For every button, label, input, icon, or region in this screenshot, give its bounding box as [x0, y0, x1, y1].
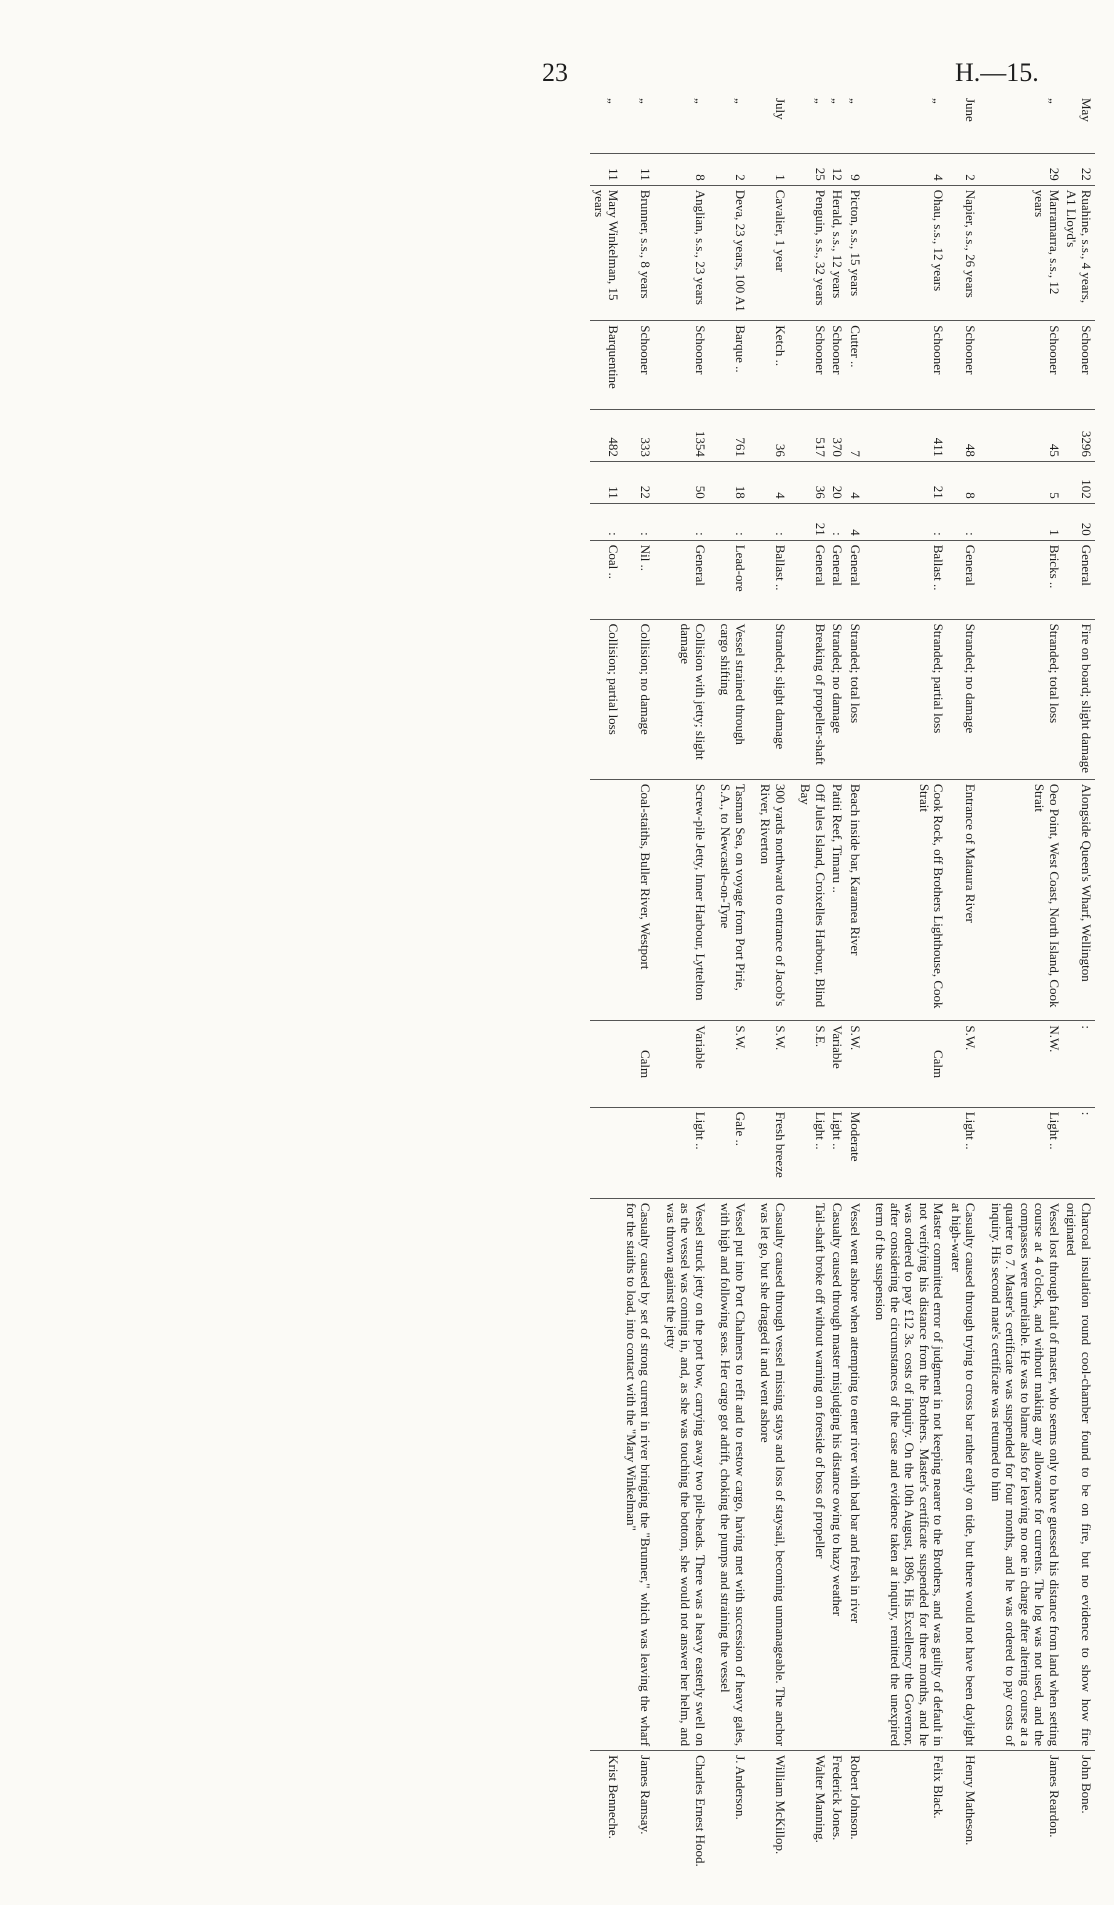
tonnage-cell: 7 — [847, 410, 873, 462]
table-row — [717, 94, 757, 1874]
lives-cell: 21 — [797, 503, 829, 540]
place-cell: Entrance of Mataura River — [948, 779, 988, 1021]
remarks-cell: Vessel lost through fault of master, who seems only to have guessed his distance from land when setting course at 4 o'clock, and without making any allowance for currents. The log was not used, and the compasses were unreliable. He was to blame also for leaving no one in charge after altering course at a quarter to 7. Master's certificate was suspended for four months, and he was ordered to pay costs of inquiry. His second mate's certificate was returned to him — [988, 1198, 1064, 1750]
tonnage-cell: 482 — [591, 410, 623, 462]
casualty-table — [591, 94, 1096, 1874]
tonnage-cell: 761 — [717, 410, 757, 462]
rig-cell: Ketch .. — [757, 321, 797, 410]
lives-cell: : — [948, 503, 988, 540]
rig-cell: Schooner — [829, 321, 847, 410]
wind-cell: S.W. — [757, 1021, 797, 1107]
wind-cell: Variable — [829, 1021, 847, 1107]
table-row — [872, 94, 948, 1874]
cargo-cell: General — [847, 540, 873, 619]
wind-cell — [591, 1021, 623, 1107]
cargo-cell: General — [797, 540, 829, 619]
day-cell: 11 — [591, 153, 623, 185]
place-cell: Off Jules Island, Croixelles Harbour, Blind Bay — [797, 779, 829, 1021]
wind-cell: S.E. — [797, 1021, 829, 1107]
master-name-cell: John Bone. — [1063, 1751, 1095, 1874]
cargo-cell: Bricks .. — [988, 540, 1064, 619]
master-name-cell: James Reardon. — [988, 1751, 1064, 1874]
cargo-cell: Lead-ore — [717, 540, 757, 619]
remarks-cell: Vessel struck jetty on the port bow, carrying away two pile-heads. There was a heavy easterly swell on as the vessel was coming in, and, as she was touching the bottom, she would not answer her helm, and was thrown against the jetty — [663, 1198, 718, 1750]
place-cell: Coal-staiths, Buller River, Westport — [623, 779, 663, 1021]
day-cell: 4 — [872, 153, 948, 185]
nature-cell: Stranded; no damage — [948, 619, 988, 779]
place-cell — [591, 779, 623, 1021]
crew-cell: 36 — [797, 461, 829, 503]
wind-cell: N.W. — [988, 1021, 1064, 1107]
force-cell — [591, 1107, 623, 1198]
table-row — [757, 94, 797, 1874]
cargo-cell: General — [829, 540, 847, 619]
master-name-cell: Felix Black. — [872, 1751, 948, 1874]
force-cell — [872, 1107, 948, 1198]
table-row — [663, 94, 718, 1874]
day-cell: 8 — [663, 153, 718, 185]
nature-cell: Stranded; total loss — [847, 619, 873, 779]
place-cell: Cook Rock, off Brothers Lighthouse, Cook Strait — [872, 779, 948, 1021]
nature-cell: Collision; partial loss — [591, 619, 623, 779]
month-cell: June — [963, 98, 979, 122]
month-cell: „ — [813, 98, 828, 104]
vessel-cell: Penguin, s.s., 32 years — [797, 185, 829, 321]
nature-cell: Vessel strained through cargo shifting — [717, 619, 757, 779]
master-name-cell: J. Anderson. — [717, 1751, 757, 1874]
day-cell: 9 — [847, 153, 873, 185]
nature-cell: Stranded; total loss — [988, 619, 1064, 779]
day-cell: 12 — [829, 153, 847, 185]
month-cell: „ — [606, 98, 622, 104]
remarks-cell: Vessel went ashore when attempting to enter river with bad bar and fresh in river — [847, 1198, 873, 1750]
tonnage-cell: 517 — [797, 410, 829, 462]
lives-cell: : — [717, 503, 757, 540]
remarks-cell: Casualty caused through trying to cross bar rather early on tide, but there would not have been daylight at high-water — [948, 1198, 988, 1750]
vessel-cell: Deva, 23 years, 100 A1 — [717, 185, 757, 321]
master-name-cell: Walter Manning. — [797, 1751, 829, 1874]
force-cell — [623, 1107, 663, 1198]
crew-cell: 4 — [757, 461, 797, 503]
tonnage-cell: 370 — [829, 410, 847, 462]
tonnage-cell: 36 — [757, 410, 797, 462]
casualty-table-rotated — [30, 94, 1095, 1874]
crew-cell: 4 — [847, 461, 873, 503]
remarks-cell — [591, 1198, 623, 1750]
cargo-cell: General — [1063, 540, 1095, 619]
wind-cell: S.W. — [847, 1021, 873, 1107]
force-cell: Gale .. — [717, 1107, 757, 1198]
force-cell: Light .. — [948, 1107, 988, 1198]
page-number: 23 — [542, 58, 568, 87]
month-cell: „ — [638, 98, 654, 104]
rig-cell: Schooner — [948, 321, 988, 410]
force-cell: Light .. — [663, 1107, 718, 1198]
table-row — [829, 94, 847, 1874]
tonnage-cell: 3296 — [1063, 410, 1095, 462]
table-row — [847, 94, 873, 1874]
lives-cell: : — [591, 503, 623, 540]
lives-cell: : — [623, 503, 663, 540]
master-name-cell: Krist Benneche. — [591, 1751, 623, 1874]
table-row — [948, 94, 988, 1874]
crew-cell: 11 — [591, 461, 623, 503]
month-cell: July — [773, 98, 788, 120]
remarks-cell: Casualty caused through master misjudging his distance owing to hazy weather — [829, 1198, 847, 1750]
month-cell: „ — [1047, 98, 1062, 104]
place-cell: Patiti Reef, Timaru .. — [829, 779, 847, 1021]
vessel-cell: Cavalier, 1 year — [757, 185, 797, 321]
lives-cell: : — [829, 503, 847, 540]
month-cell: „ — [830, 98, 846, 104]
rig-cell: Schooner — [623, 321, 663, 410]
place-cell: Alongside Queen's Wharf, Wellington — [1063, 779, 1095, 1021]
month-cell: „ — [848, 98, 863, 104]
vessel-cell: Brunner, s.s., 8 years — [623, 185, 663, 321]
vessel-cell: Napier, s.s., 26 years — [948, 185, 988, 321]
lives-cell: 1 — [988, 503, 1064, 540]
remarks-cell: Casualty caused through vessel missing stays and loss of staysail, becoming unmanageable. The anchor was let go, but she dragged it and went ashore — [757, 1198, 797, 1750]
vessel-cell: Mary Winkelman, 15 years — [591, 185, 623, 321]
day-cell: 2 — [717, 153, 757, 185]
rig-cell: Barque .. — [717, 321, 757, 410]
wind-cell: S.W. — [717, 1021, 757, 1107]
tonnage-cell: 48 — [948, 410, 988, 462]
place-cell: Beach inside bar, Karamea River — [847, 779, 873, 1021]
place-cell: Screw-pile Jetty, Inner Harbour, Lyttelton — [663, 779, 718, 1021]
master-name-cell: Henry Matheson. — [948, 1751, 988, 1874]
wind-cell: Calm — [872, 1021, 948, 1107]
wind-cell: : — [1063, 1021, 1095, 1107]
rig-cell: Schooner — [988, 321, 1064, 410]
crew-cell: 20 — [829, 461, 847, 503]
vessel-cell: Ruahine, s.s., 4 years, A1 Lloyd's — [1063, 185, 1095, 321]
cargo-cell: Nil .. — [623, 540, 663, 619]
crew-cell: 5 — [988, 461, 1064, 503]
cargo-cell: General — [663, 540, 718, 619]
table-row — [1063, 94, 1095, 1874]
month-cell: May — [1079, 98, 1094, 122]
table-row — [988, 94, 1064, 1874]
lives-cell: : — [757, 503, 797, 540]
crew-cell: 50 — [663, 461, 718, 503]
master-name-cell: James Ramsay. — [623, 1751, 663, 1874]
place-cell: 300 yards northward to entrance of Jacob's River, Riverton — [757, 779, 797, 1021]
table-row — [623, 94, 663, 1874]
master-name-cell: William McKillop. — [757, 1751, 797, 1874]
month-cell: „ — [733, 98, 748, 104]
rig-cell: Barquentine — [591, 321, 623, 410]
master-name-cell: Robert Johnson. — [847, 1751, 873, 1874]
vessel-cell: Picton, s.s., 15 years — [847, 185, 873, 321]
day-cell: 29 — [988, 153, 1064, 185]
lives-cell: : — [872, 503, 948, 540]
vessel-cell: Marramarra, s.s., 12 years — [988, 185, 1064, 321]
crew-cell: 21 — [872, 461, 948, 503]
cargo-cell: Coal .. — [591, 540, 623, 619]
force-cell: Moderate — [847, 1107, 873, 1198]
day-cell: 1 — [757, 153, 797, 185]
remarks-cell: Vessel put into Port Chalmers to refit and to restow cargo, having met with succession of heavy gales, with high and following seas. Her cargo got adrift, choking the pumps and straining the vessel — [717, 1198, 757, 1750]
table-row — [797, 94, 829, 1874]
rig-cell: Schooner — [1063, 321, 1095, 410]
month-cell: „ — [931, 98, 947, 104]
place-cell: Oeo Point, West Coast, North Island, Cook Strait — [988, 779, 1064, 1021]
nature-cell: Collision; no damage — [623, 619, 663, 779]
lives-cell: 4 — [847, 503, 873, 540]
cargo-cell: General — [948, 540, 988, 619]
vessel-cell: Anglian, s.s., 23 years — [663, 185, 718, 321]
cargo-cell: Ballast .. — [757, 540, 797, 619]
day-cell: 2 — [948, 153, 988, 185]
remarks-cell: Casualty caused by set of strong current in river bringing the "Brunner," which was leaving the wharf for the staiths to load, into contact with the "Mary Winkelman" — [623, 1198, 663, 1750]
place-cell: Tasman Sea, on voyage from Port Pirie, S.A., to Newcastle-on-Tyne — [717, 779, 757, 1021]
nature-cell: Fire on board; slight damage — [1063, 619, 1095, 779]
wind-cell: Calm — [623, 1021, 663, 1107]
lives-cell: 20 — [1063, 503, 1095, 540]
rig-cell: Cutter .. — [847, 321, 873, 410]
remarks-cell: Charcoal insulation round cool-chamber found to be on fire, but no evidence to show how fire originated — [1063, 1198, 1095, 1750]
force-cell: Light .. — [988, 1107, 1064, 1198]
day-cell: 25 — [797, 153, 829, 185]
force-cell: Light .. — [829, 1107, 847, 1198]
lives-cell: : — [663, 503, 718, 540]
nature-cell: Breaking of propeller-shaft — [797, 619, 829, 779]
nature-cell: Stranded; no damage — [829, 619, 847, 779]
document-reference: H.—15. — [955, 58, 1039, 87]
remarks-cell: Master committed error of judgment in not keeping nearer to the Brothers, and was guilty of default in not verifying his distance from the Brothers. Master's certificate suspended for three months, and he was ordered to pay £12 3s. costs of inquiry. On the 10th August, 1896, His Excellency the Governor, after considering the circumstances of the case and evidence taken at inquiry, remitted the unexpired term of the suspension — [872, 1198, 948, 1750]
force-cell: Fresh breeze — [757, 1107, 797, 1198]
cargo-cell: Ballast .. — [872, 540, 948, 619]
tonnage-cell: 411 — [872, 410, 948, 462]
force-cell: : — [1063, 1107, 1095, 1198]
day-cell: 22 — [1063, 153, 1095, 185]
crew-cell: 18 — [717, 461, 757, 503]
tonnage-cell: 1354 — [663, 410, 718, 462]
rig-cell: Schooner — [797, 321, 829, 410]
master-name-cell: Frederick Jones. — [829, 1751, 847, 1874]
crew-cell: 8 — [948, 461, 988, 503]
wind-cell: S.W. — [948, 1021, 988, 1107]
vessel-cell: Herald, s.s., 12 years — [829, 185, 847, 321]
table-row — [591, 94, 623, 1874]
vessel-cell: Ohau, s.s., 12 years — [872, 185, 948, 321]
rig-cell: Schooner — [663, 321, 718, 410]
month-cell: „ — [693, 98, 708, 104]
crew-cell: 102 — [1063, 461, 1095, 503]
nature-cell: Collision with jetty; slight damage — [663, 619, 718, 779]
rig-cell: Schooner — [872, 321, 948, 410]
tonnage-cell: 45 — [988, 410, 1064, 462]
tonnage-cell: 333 — [623, 410, 663, 462]
master-name-cell: Charles Ernest Hood. — [663, 1751, 718, 1874]
day-cell: 11 — [623, 153, 663, 185]
nature-cell: Stranded; slight damage — [757, 619, 797, 779]
nature-cell: Stranded; partial loss — [872, 619, 948, 779]
crew-cell: 22 — [623, 461, 663, 503]
remarks-cell: Tail-shaft broke off without warning on foreside of boss of propeller — [797, 1198, 829, 1750]
wind-cell: Variable — [663, 1021, 718, 1107]
force-cell: Light .. — [797, 1107, 829, 1198]
